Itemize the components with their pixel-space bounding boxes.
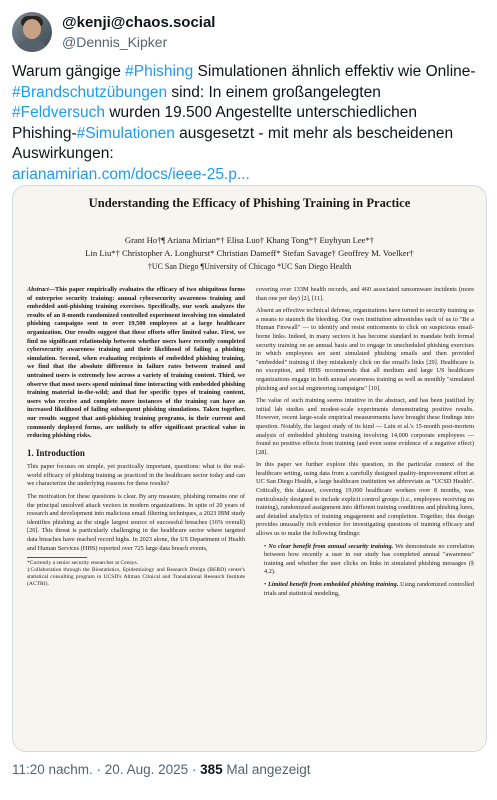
abstract-label: Abstract [27,286,49,293]
authors-line: Lin Liu*† Christopher A. Longhurst* Christian Dameff* Stefan Savage† Geoffrey M. Voelker† [85,248,414,258]
paper-column-right [256,286,474,602]
view-count-label: Mal angezeigt [222,762,311,777]
attached-image[interactable] [12,185,487,752]
paper-page [13,186,486,751]
hashtag-simulationen[interactable]: #Simulationen [76,124,175,142]
paper-title: Understanding the Efficacy of Phishing Training in Practice [88,196,411,210]
bullet-label: No clear benefit from annual security training. [268,542,394,550]
paragraph: The value of such training seems intuitive in the abstract, and has been justified by initial lab studies and modest-scale experiments demonstrating positive results. However, recent large-scale empirical measurements have brought these findings into question. Notably, the largest study of its kind — Lain et al.'s 15-month post-mortem analysis of embedded phishing training involving 14,000 corporate employees — found no positive effects from training (and even some evidence of a negative effect) [28]. [256,397,474,456]
paper-column-left [27,286,245,588]
post-meta [12,762,310,777]
paper-affiliations: †UC San Diego ¶University of Chicago *UC San Diego Health [147,262,352,271]
paragraph: Absent an effective technical defense, organizations have turned to security training as a means to staunch the bleeding. Our own institution admonishes each of us to "Be a Human Firewall" — to identify and resist enticements to click on suspicious email-borne links. Indeed, in many sectors it has become standard to mandate both formal security training on an annual basis and to engage in unscheduled phishing exercises in which employees are sent simulated phishing emails and then provided "embedded" training if they mistakenly click on the email's links [29]. Healthcare is no exception, and HHS recommends that all medium and large US healthcare organizations engage in both annual awareness training as well as monthly "simulated phishing and social engineering campaigns" [10]. [256,307,474,392]
user-handle[interactable]: @Dennis_Kipker [62,34,168,50]
bullet-text: We demonstrate no correlation between how recently a user in our study has completed annual "awareness" training and whether the user clicks on links in simulated phishing messages (§ 4.2). [264,542,474,576]
post-text [12,62,485,185]
section-heading: 1. Introduction [27,447,85,458]
post-text-segment: sind: In einem großangelegten [167,83,381,101]
post-header [12,10,485,50]
paragraph: The motivation for these questions is clear. By any measure, phishing remains one of the principal unsolved attack vectors in modern organizations. In spite of 20 years of research and development into malicious email filtering techniques, a 2023 IBM study identifies phishing as the single largest source of successful breaches (16% overall) [20]. This threat is particularly challenging in the healthcare sector where targeted data breaches have reached record highs. In 2023 alone, the US Department of Health and Human Services (HHS) reported over 725 large data breach events, [27,493,245,552]
post-text-segment: wurden 19.500 Angestellte unterschiedlichen Phishing- [12,104,417,142]
display-name[interactable]: @kenji@chaos.social [62,14,216,31]
paper-link[interactable]: arianamirian.com/docs/ieee-25.p... [12,165,250,183]
post-text-segment: Warum gängige [12,63,126,80]
hashtag-phishing[interactable]: #Phishing [125,63,194,80]
bullet-item: • Limited benefit from embedded phishing training. Using randomized controlled trials and statistical modeling, [264,581,474,597]
footnotes [27,560,245,588]
paragraph: This paper focuses on simple, yet practically important, questions: what is the real-world efficacy of phishing training as practiced in the healthcare sector today and can we characterize the underlying reasons for these results? [27,463,245,488]
hashtag-feldversuch[interactable]: #Feldversuch [12,104,106,121]
footnote: ‡Collaboration through the Biostatistics, Epidemiology and Research Design (BERD) center's statistical consulting program in UCSD's Altman Clinical and Translational Research Institute (ACTRI). [27,567,245,588]
post-text-segment: Simulationen ähnlich effektiv wie Online- [193,63,476,80]
hashtag-brandschutzuebungen[interactable]: #Brandschutzübungen [12,83,168,101]
paragraph: In this paper we further explore this question, in the particular context of the healthcare setting, using data from a carefully designed quality-improvement effort at UC San Diego Health, a large healthcare institution we abbreviate as "UCSD Health". Critically, this dataset, covering 19,000 healthcare workers over 8 months, was meticulously designed to include explicit control groups (i.e., employees receiving no training), randomized assignment into different training conditions and phishing lures, and detailed analytics of training engagement and completion. Together, this design provides unusually rich evidence for investigating questions of training efficacy and allows us to make the following findings: [256,461,474,538]
bullet-label: Limited benefit from embedded phishing training. [267,581,399,588]
abstract [27,286,245,441]
footnote: *Currently a senior security researcher at Censys. [27,560,139,567]
post-timestamp[interactable]: 11:20 nachm. · 20. Aug. 2025 · [12,762,201,777]
paper-authors [33,234,466,260]
view-count: 385 [200,762,223,777]
avatar[interactable] [12,12,52,52]
abstract-text: —This paper empirically evaluates the efficacy of two ubiquitous forms of enterprise security training: annual cybersecurity awareness training and embedded anti-phishing training exercises. Specifically, our work analyzes the results of an 8-month randomized controlled experiment involving ten simulated phishing campaigns sent to over 19,500 employees at a large healthcare organization. Our results suggest that these efforts offer limited value. First, we find no significant relationship between whether users have recently completed cybersecurity awareness training and their likelihood of failing a phishing simulation. Second, when evaluating recipients of embedded phishing training, we find that the absolute difference in failure rates between trained and untrained users is extremely low across a variety of training content. Third, we observe that most users spend minimal time interacting with embedded phishing training material in-the-wild; and that for specific types of training content, users who receive and complete more instances of the training can have an increased likelihood of failing subsequent phishing simulations. Taken together, our results suggest that anti-phishing training programs, in their current and commonly deployed forms, are unlikely to offer significant practical value in reducing phishing risks. [27,286,245,440]
bullet-text: Using randomized controlled trials and statistical modeling, [264,581,474,597]
paragraph: covering over 133M health records, and 460 associated ransomware incidents (more than one per day) [2], [11]. [256,286,474,302]
authors-line: Grant Ho†¶ Ariana Mirian*† Elisa Luo† Khang Tong*† Euyhyun Lee*† [124,235,375,245]
post-text-segment: ausgesetzt - mit mehr als bescheidenen Auswirkungen: [12,124,454,162]
bullet-item: • No clear benefit from annual security training. We demonstrate no correlation between how recently a user in our study has completed annual "awareness" training and whether the user clicks on links in simulated phishing messages (§ 4.2). [264,542,474,576]
